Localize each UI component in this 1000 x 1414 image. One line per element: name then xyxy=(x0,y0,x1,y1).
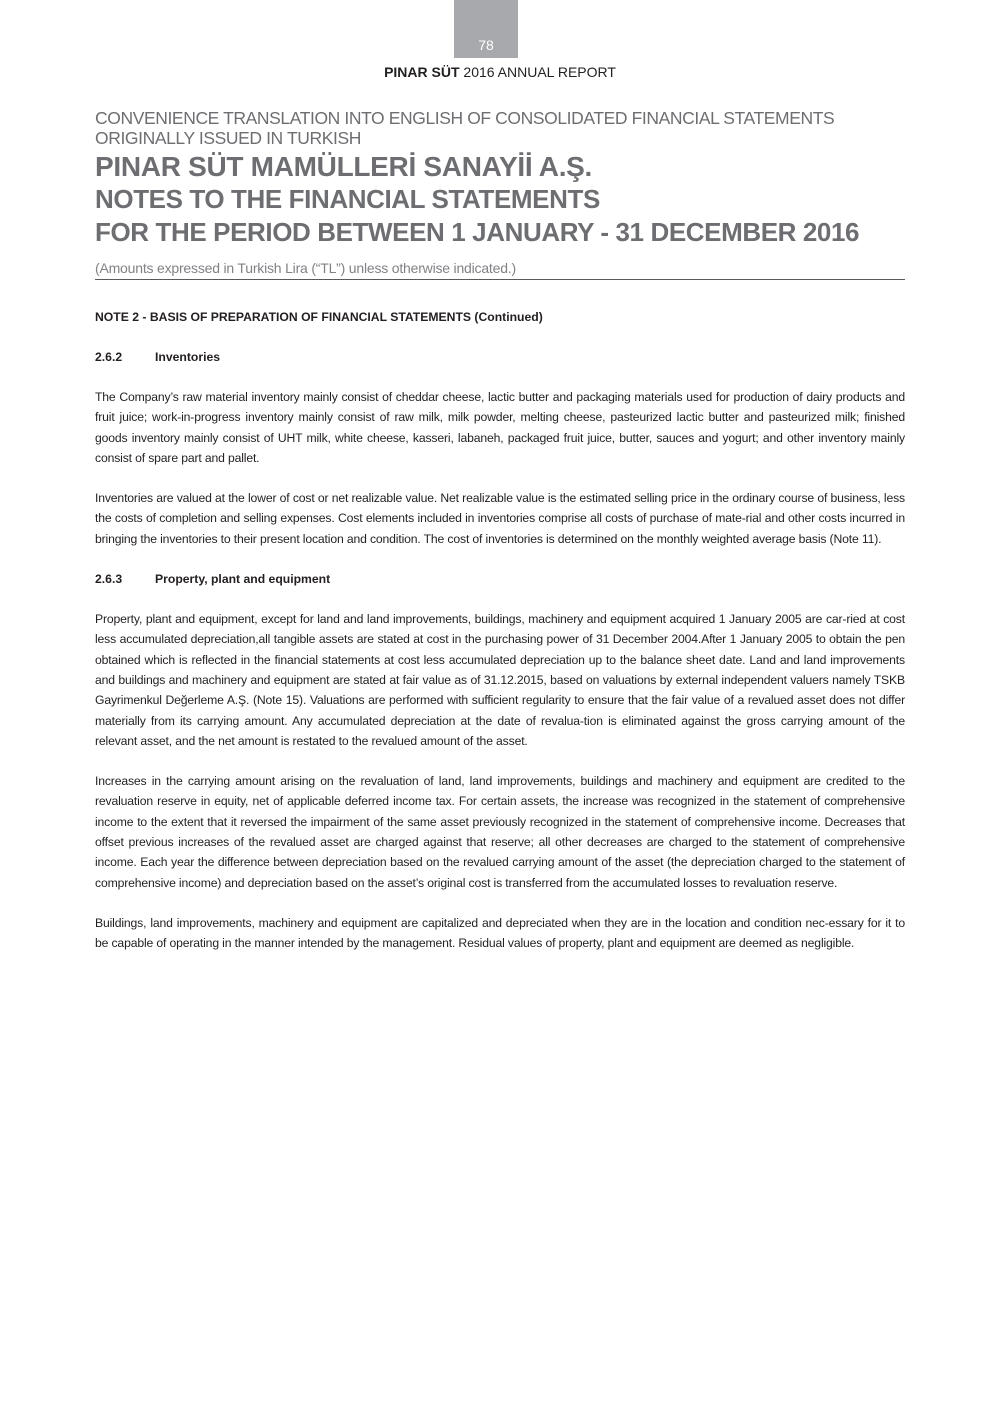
notes-title: NOTES TO THE FINANCIAL STATEMENTS xyxy=(95,184,600,214)
section-inventories xyxy=(95,347,905,549)
paragraph: Increases in the carrying amount arising on the revaluation of land, land improvements, buildings and machinery and equipment are credited to the revaluation reserve in equity, net of applicable deferred income tax. For certain assets, the increase was recognized in the statement of comprehensive income to the extent that it reversed the impairment of the same asset previously recognized in the statement of comprehensive income. Decreases that offset previous increases of the revalued asset are charged against that reserve; all other decreases are charged to the statement of comprehensive income. Each year the difference between depreciation based on the revalued carrying amount of the asset (the depreciation charged to the statement of comprehensive income) and depreciation based on the asset’s original cost is transferred from the accumulated losses to revaluation reserve. xyxy=(95,774,905,890)
note-heading: NOTE 2 - BASIS OF PREPARATION OF FINANCIAL STATEMENTS (Continued) xyxy=(95,310,543,324)
convenience-line-1: CONVENIENCE TRANSLATION INTO ENGLISH OF CONSOLIDATED FINANCIAL STATEMENTS xyxy=(95,108,835,128)
section-property-plant-equipment xyxy=(95,569,905,953)
section-title: Property, plant and equipment xyxy=(155,572,331,587)
paragraph: Inventories are valued at the lower of cost or net realizable value. Net realizable value is the estimated selling price in the ordinary course of business, less the costs of completion and selling expenses. Cost elements included in inventories comprise all costs of purchase of mate-rial and other costs incurred in bringing the inventories to their present location and condition. The cost of inventories is determined on the monthly weighted average basis (Note 11). xyxy=(95,491,905,546)
paragraph: Property, plant and equipment, except for land and land improvements, buildings, machinery and equipment acquired 1 January 2005 are car-ried at cost less accumulated depreciation,all tangible assets are stated at cost in the purchasing power of 31 December 2004.After 1 January 2005 to obtain the pen obtained which is reflected in the financial statements at cost less accumulated depreciation up to the balance sheet date. Land and land improvements and buildings and machinery and equipment are stated at fair value as of 31.12.2015, based on valuations by external independent valuers namely TSKB Gayrimenkul Değerleme A.Ş. (Note 15). Valuations are performed with sufficient regularity to ensure that the fair value of a revalued asset does not differ materially from its carrying amount. Any accumulated depreciation at the date of revalua-tion is eliminated against the gross carrying amount of the relevant asset, and the net amount is restated to the revalued amount of the asset. xyxy=(95,612,905,748)
document-body xyxy=(95,307,905,974)
section-number: 2.6.3 xyxy=(95,572,123,587)
amounts-note: (Amounts expressed in Turkish Lira (“TL”) unless otherwise indicated.) xyxy=(95,259,905,280)
page-number: 78 xyxy=(478,37,494,53)
report-title: 2016 ANNUAL REPORT xyxy=(459,64,616,80)
period-title: FOR THE PERIOD BETWEEN 1 JANUARY - 31 DECEMBER 2016 xyxy=(95,217,860,247)
report-brand: PINAR SÜT xyxy=(384,64,460,80)
report-label xyxy=(0,63,1000,81)
document-header xyxy=(95,108,905,280)
paragraph: Buildings, land improvements, machinery and equipment are capitalized and depreciated when they are in the location and condition nec-essary for it to be capable of operating in the manner intended by the management. Residual values of property, plant and equipment are deemed as negligible. xyxy=(95,915,905,951)
section-title: Inventories xyxy=(155,350,221,364)
convenience-line-2: ORIGINALLY ISSUED IN TURKISH xyxy=(95,128,361,148)
section-heading xyxy=(95,569,905,589)
section-heading xyxy=(95,347,905,367)
paragraph: The Company’s raw material inventory mainly consist of cheddar cheese, lactic butter and packaging materials used for production of dairy products and fruit juice; work-in-progress inventory mainly consist of raw milk, milk powder, melting cheese, pasteurized lactic butter and pasteurized milk; finished goods inventory mainly consist of UHT milk, white cheese, kasseri, labaneh, packaged fruit juice, butter, sauces and yogurt; and other inventory mainly consist of spare part and pallet. xyxy=(95,390,905,465)
company-name: PINAR SÜT MAMÜLLERİ SANAYİİ A.Ş. xyxy=(95,151,593,182)
section-number: 2.6.2 xyxy=(95,350,123,364)
